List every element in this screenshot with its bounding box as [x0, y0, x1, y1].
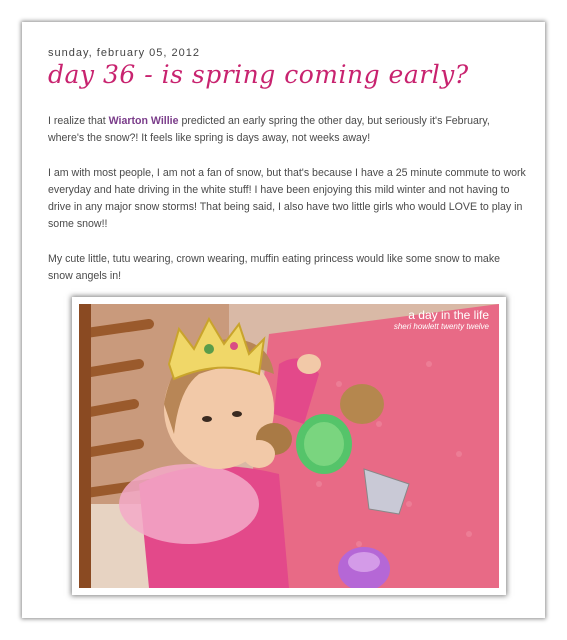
post-photo-frame	[72, 297, 506, 595]
paragraph-1-text-after: predicted an early spring the other day, but seriously it's February, where's the snow?! It feels like spring is days away, not weeks away!	[48, 115, 490, 144]
paragraph-3: My cute little, tutu wearing, crown wearing, muffin eating princess would like some snow to make snow angels in!	[48, 253, 501, 282]
post-photo[interactable]	[79, 304, 499, 588]
paragraph-1	[48, 113, 526, 147]
post-date: sunday, february 05, 2012	[48, 47, 200, 59]
blog-post-card	[22, 22, 545, 618]
watermark-line-2: sheri howlett twenty twelve	[393, 322, 489, 331]
wiarton-willie-link[interactable]: Wiarton Willie	[108, 115, 179, 127]
paragraph-2: I am with most people, I am not a fan of snow, but that's because I have a 25 minute commute to work everyday and hate driving in the white stuff! I have been enjoying this mild winter and not having to drive in any major snow storms! That being said, I also have two little girls who would LOVE to play in some snow!!	[48, 167, 526, 230]
post-title[interactable]: day 36 - is spring coming early?	[48, 60, 469, 89]
paragraph-1-text-before: I realize that	[48, 115, 109, 127]
photo-watermark	[394, 309, 489, 333]
watermark-line-1: a day in the life	[408, 308, 489, 322]
photo-illustration	[79, 304, 499, 588]
